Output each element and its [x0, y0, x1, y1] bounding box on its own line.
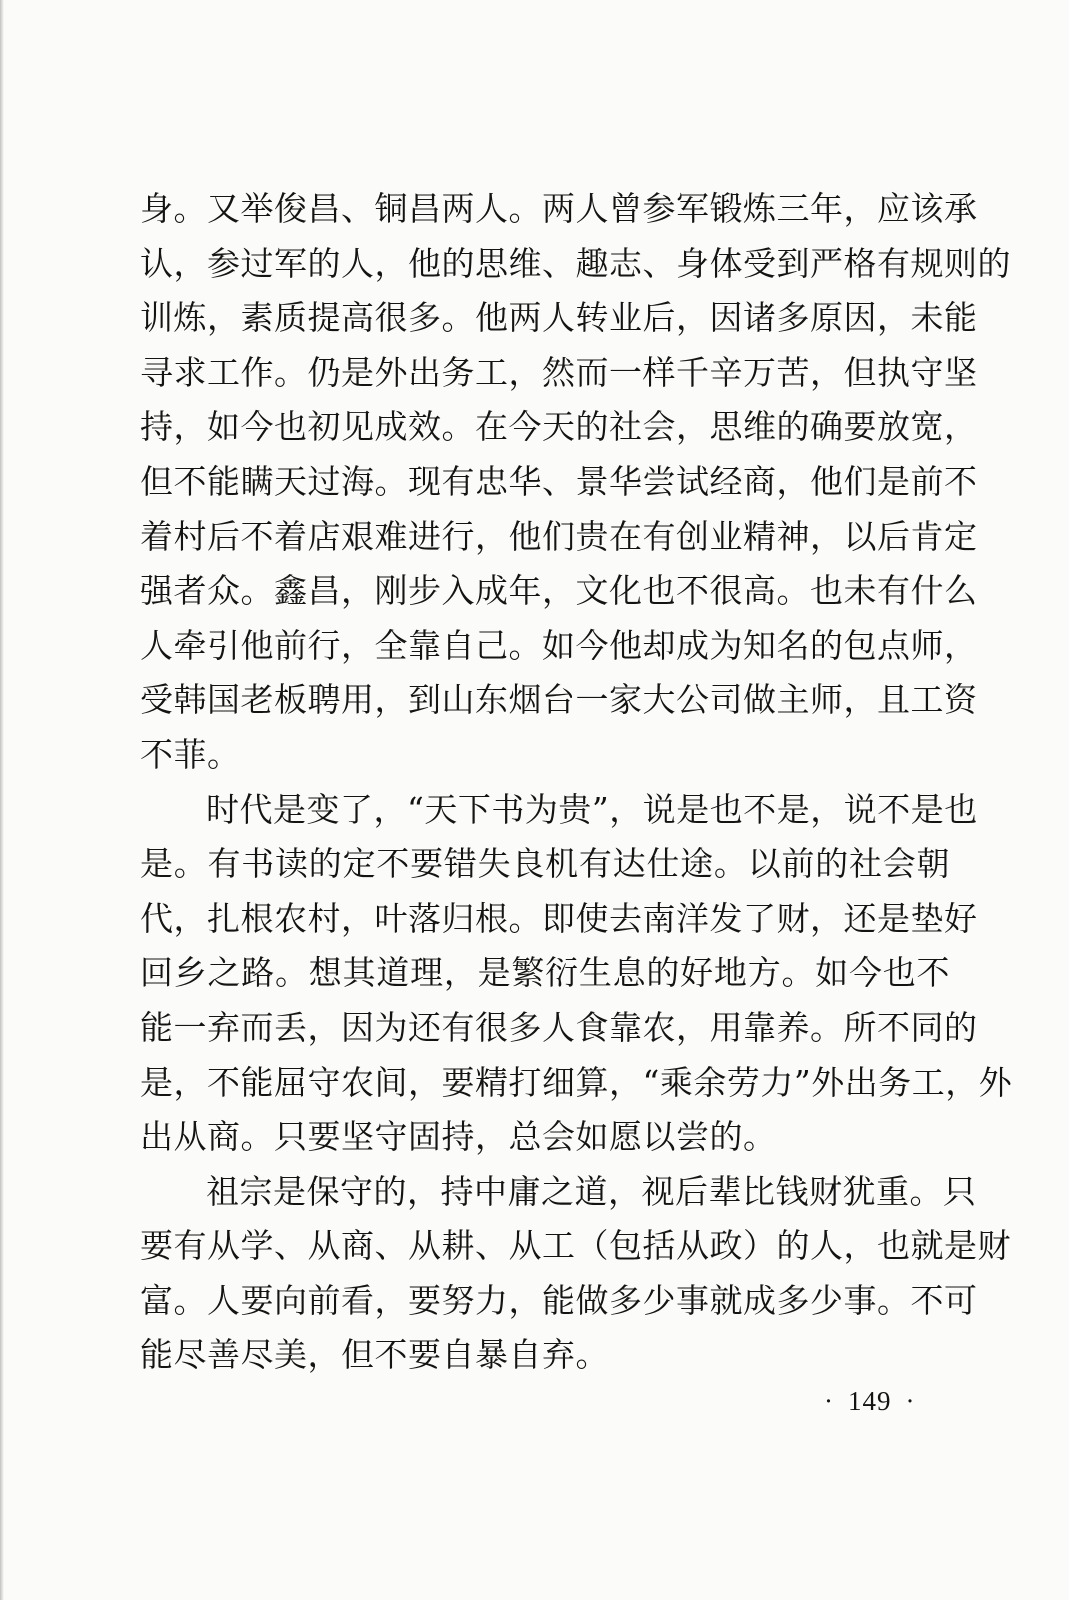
text-line: 训炼，素质提高很多。他两人转业后，因诸多原因，未能: [140, 298, 978, 338]
text-line: 能一弃而丢，因为还有很多人食靠农，用靠养。所不同的: [140, 1007, 978, 1047]
page-number-dot: ·: [905, 1386, 916, 1416]
text-line: 受韩国老板聘用，到山东烟台一家大公司做主师，且工资: [140, 680, 978, 720]
page-number: [810, 1386, 930, 1417]
text-line: 回乡之路。想其道理，是繁衍生息的好地方。如今也不: [140, 953, 950, 993]
text-line: 富。人要向前看，要努力，能做多少事就成多少事。不可: [140, 1280, 978, 1320]
text-line: 能尽善尽美，但不要自暴自弃。: [140, 1335, 609, 1375]
text-line: 着村后不着店艰难进行，他们贵在有创业精神，以后肯定: [140, 516, 978, 556]
text-line: 但不能瞒天过海。现有忠华、景华尝试经商，他们是前不: [140, 461, 978, 501]
text-line: 强者众。鑫昌，刚步入成年，文化也不很高。也未有什么: [140, 571, 978, 611]
text-line: 时代是变了，“天下书为贵”，说是也不是，说不是也: [206, 789, 978, 829]
paragraph: [140, 1165, 1011, 1383]
paragraph: [140, 783, 1013, 1165]
text-line: 身。又举俊昌、铜昌两人。两人曾参军锻炼三年，应该承: [140, 189, 978, 228]
text-line: 代，扎根农村，叶落归根。即使去南洋发了财，还是垫好: [140, 898, 978, 938]
text-line: 人牵引他前行，全靠自己。如今他却成为知名的包点师，: [140, 625, 978, 665]
text-line: 要有从学、从商、从耕、从工（包括从政）的人，也就是财: [140, 1226, 1011, 1266]
text-line: 是。有书读的定不要错失良机有达仕途。以前的社会朝: [140, 844, 950, 884]
text-line: 持，如今也初见成效。在今天的社会，思维的确要放宽，: [140, 407, 978, 447]
text-line: 认，参过军的人，他的思维、趣志、身体受到严格有规则的: [140, 243, 1011, 283]
body-text: [140, 182, 1013, 1383]
text-line: 不菲。: [140, 734, 241, 774]
page-edge-shadow: [0, 0, 4, 1600]
paragraph: [140, 182, 1011, 783]
page-number-value: 149: [848, 1386, 892, 1416]
text-line: 寻求工作。仍是外出务工，然而一样千辛万苦，但执守坚: [140, 352, 978, 392]
text-line: 是，不能屈守农间，要精打细算，“乘余劳力”外出务工，外: [140, 1062, 1013, 1102]
text-line: 祖宗是保守的，持中庸之道，视后辈比钱财犹重。只: [206, 1171, 977, 1211]
page-number-dot: ·: [824, 1386, 834, 1416]
text-line: 出从商。只要坚守固持，总会如愿以尝的。: [140, 1117, 777, 1157]
